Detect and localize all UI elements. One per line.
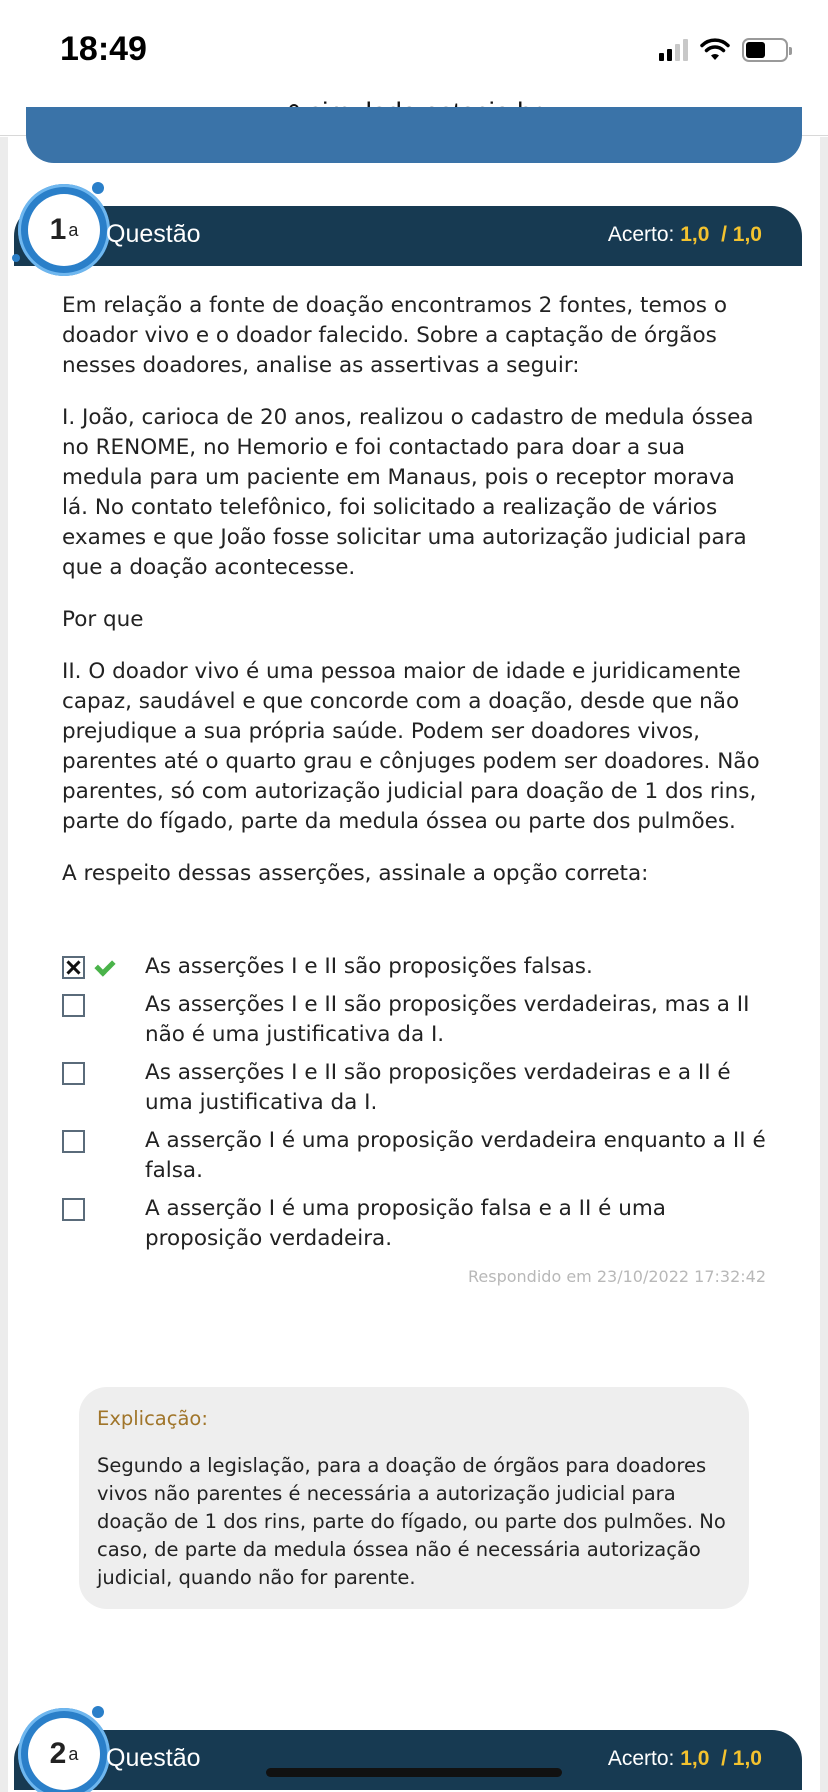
question-intro: Em relação a fonte de doação encontramos 2 fontes, temos o doador vivo e o doador falecido. Sobre a captação de órgãos nesses doadores, analise as assertivas a seguir:	[62, 293, 727, 378]
question-prompt: A respeito dessas asserções, assinale a opção correta:	[62, 861, 649, 886]
page-edge-left	[0, 137, 8, 1792]
explanation-box	[79, 1387, 749, 1609]
score-max: 1,0	[732, 1747, 762, 1770]
assertion-2: II. O doador vivo é uma pessoa maior de idade e juridicamente capaz, saudável e que concorde com a doação, desde que não prejudique a sua própria saúde. Podem ser doadores vivos, parentes até o quarto grau e cônjuges podem ser doadores. Não parentes, só com autorização judicial para doação de 1 dos rins, parte do fígado, parte da medula óssea ou parte dos pulmões.	[62, 659, 760, 834]
option-text: As asserções I e II são proposições falsas.	[145, 954, 593, 979]
status-bar	[0, 0, 828, 90]
question-title: Questão	[106, 220, 201, 248]
question-title: Questão	[106, 1744, 201, 1772]
score-label: Acerto:	[607, 223, 675, 246]
badge-dot-decoration	[92, 182, 104, 194]
correct-check-icon	[94, 955, 115, 976]
page-edge-right	[820, 137, 828, 1792]
score-value: 1,0	[680, 223, 710, 246]
question-1-body	[62, 291, 762, 911]
status-time: 18:49	[60, 30, 147, 68]
previous-section-strip	[26, 107, 802, 163]
answer-option[interactable]	[62, 952, 782, 982]
score-max: 1,0	[732, 223, 762, 246]
question-1-header	[14, 206, 802, 266]
answer-option[interactable]	[62, 1126, 782, 1186]
battery-icon	[742, 38, 788, 62]
question-score	[608, 1747, 762, 1771]
question-2-header	[14, 1730, 802, 1790]
answer-option[interactable]	[62, 990, 782, 1050]
option-checkbox[interactable]	[62, 1062, 85, 1085]
answer-options	[62, 952, 782, 1262]
badge-dot-decoration	[92, 1706, 104, 1718]
score-separator: /	[721, 1747, 727, 1770]
question-number-suffix: a	[68, 1743, 79, 1764]
question-number: 2	[49, 1737, 67, 1770]
option-text: A asserção I é uma proposição verdadeira enquanto a II é falsa.	[145, 1128, 766, 1183]
score-value: 1,0	[680, 1747, 710, 1770]
option-checkbox-checked[interactable]	[62, 956, 85, 979]
explanation-title: Explicação:	[97, 1407, 208, 1430]
status-icons	[659, 36, 788, 64]
option-text: A asserção I é uma proposição falsa e a II é uma proposição verdadeira.	[145, 1196, 666, 1251]
score-separator: /	[721, 223, 727, 246]
question-1-number-badge	[18, 184, 110, 276]
option-checkbox[interactable]	[62, 994, 85, 1017]
connector-text: Por que	[62, 607, 144, 632]
answer-option[interactable]	[62, 1194, 782, 1254]
question-2-number-badge	[18, 1708, 110, 1792]
explanation-text: Segundo a legislação, para a doação de órgãos para doadores vivos não parentes é necessária a autorização judicial para doação de 1 dos rins, parte do fígado, ou parte dos pulmões. No caso, de parte da medula óssea não é necessária autorização judicial, quando não for parente.	[97, 1454, 726, 1589]
answer-option[interactable]	[62, 1058, 782, 1118]
option-checkbox[interactable]	[62, 1198, 85, 1221]
score-label: Acerto:	[607, 1747, 675, 1770]
question-number: 1	[49, 213, 67, 246]
question-number-suffix: a	[68, 219, 79, 240]
option-text: As asserções I e II são proposições verdadeiras, mas a II não é uma justificativa da I.	[145, 992, 750, 1047]
answered-timestamp: Respondido em 23/10/2022 17:32:42	[468, 1267, 766, 1286]
home-indicator[interactable]	[266, 1768, 562, 1777]
page-content[interactable]	[0, 137, 828, 1792]
option-text: As asserções I e II são proposições verdadeiras e a II é uma justificativa da I.	[145, 1060, 731, 1115]
assertion-1: I. João, carioca de 20 anos, realizou o cadastro de medula óssea no RENOME, no Hemorio e foi contactado para doar a sua medula para um paciente em Manaus, pois o receptor morava lá. No contato telefônico, foi solicitado a realização de vários exames e que João fosse solicitar uma autorização judicial para que a doação acontecesse.	[62, 405, 754, 580]
wifi-icon	[700, 38, 730, 62]
question-score	[608, 223, 762, 247]
option-checkbox[interactable]	[62, 1130, 85, 1153]
badge-dot-decoration	[12, 254, 20, 262]
cellular-signal-icon	[659, 39, 688, 61]
